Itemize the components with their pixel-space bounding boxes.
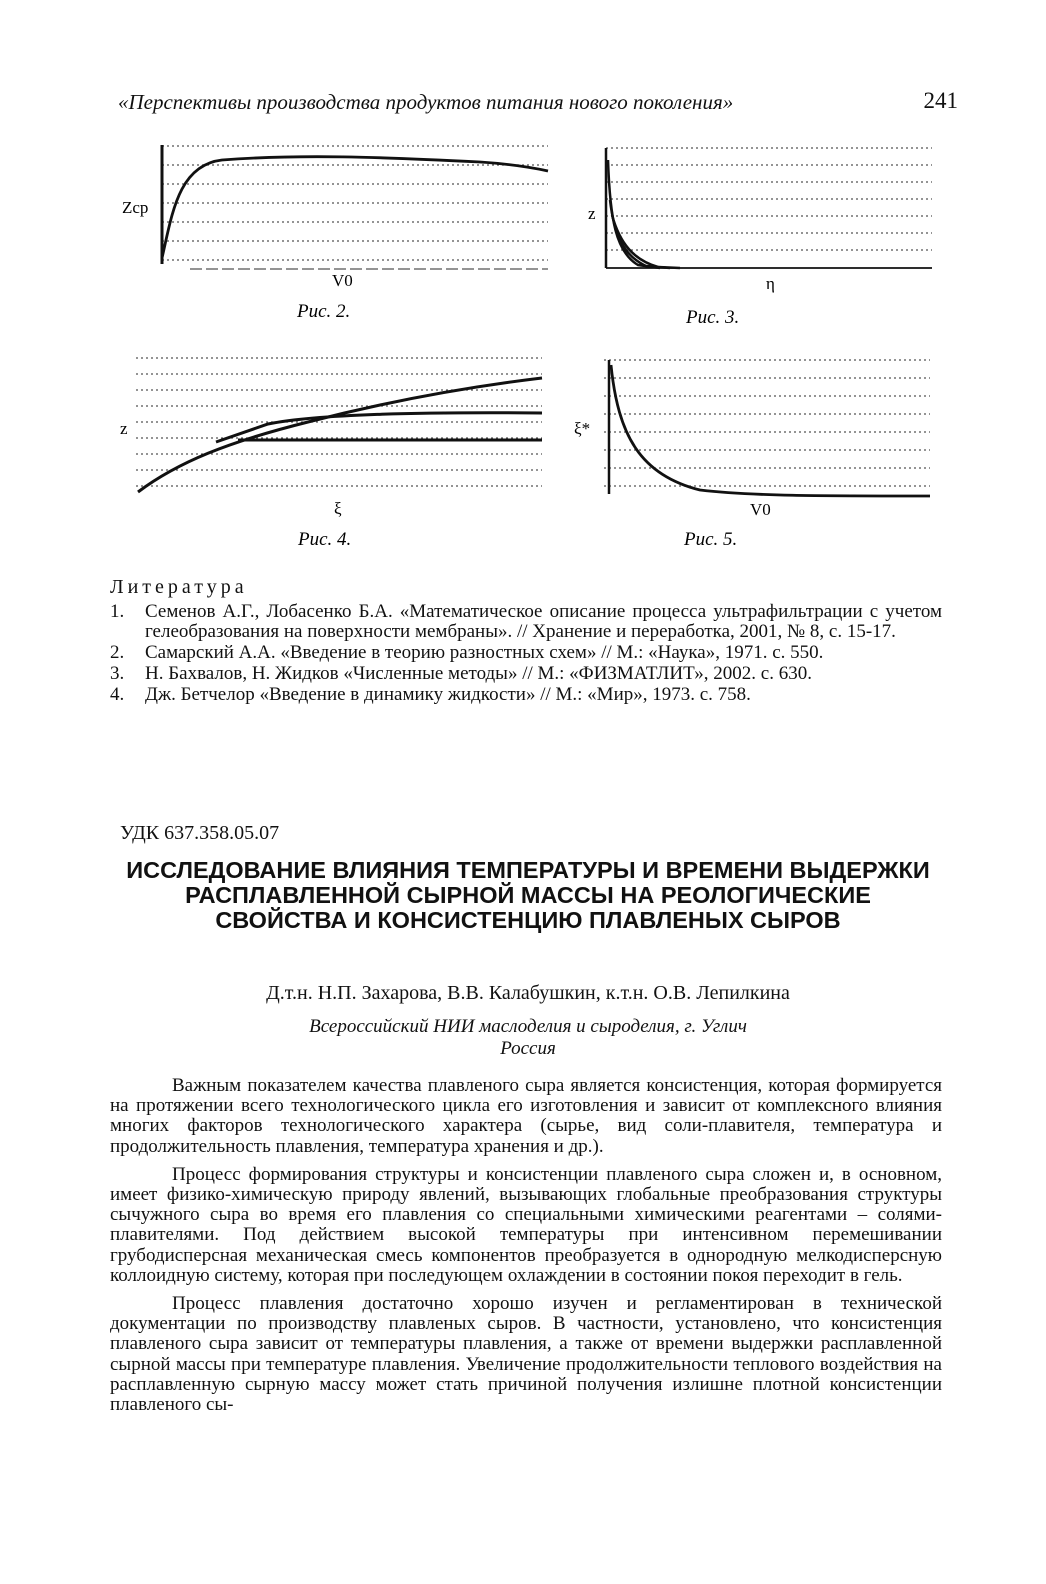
fig3-x-label: η [766,274,775,293]
fig5-y-label: ξ* [574,419,591,438]
fig5-caption: Рис. 5. [684,529,738,550]
article-authors: Д.т.н. Н.П. Захарова, В.В. Калабушкин, к.т.н. О.В. Лепилкина [266,982,790,1004]
udk-code: УДК 637.358.05.07 [120,822,280,844]
reference-list [110,602,942,706]
running-title: «Перспективы производства продуктов питания нового поколения» [118,90,734,114]
page-header [118,84,958,118]
article-title: ИССЛЕДОВАНИЕ ВЛИЯНИЯ ТЕМПЕРАТУРЫ И ВРЕМЕНИ ВЫДЕРЖКИ РАСПЛАВЛЕННОЙ СЫРНОЙ МАССЫ НА РЕОЛОГИЧЕСКИЕ СВОЙСТВА И КОНСИСТЕНЦИЮ ПЛАВЛЕНЫХ СЫРОВ [126,857,930,933]
fig3-y-label: z [588,204,596,223]
fig4-y-label: z [120,419,128,438]
article-affiliation [118,1016,938,1060]
article-body [110,1076,942,1423]
fig3-caption: Рис. 3. [686,307,740,328]
reference-item: 2. Самарский А.А. «Введение в теорию разностных схем» // М.: «Наука», 1971. с. 550. [110,642,824,663]
body-paragraph: Процесс формирования структуры и консистенции плавленого сыра сложен и, в основном, имеет физико-химическую природу явлений, вызывающих глобальные преобразования структуры сычужного сыра во время его плавления со специальными химическими реагентами – солями-плавителями. Под действием высокой температуры при интенсивном перемешивании грубодисперсная механическая смесь компонентов преобразуется в однородную мелкодисперсную коллоидную систему, которая при последующем охлаждении в состоянии покоя переходит в гель. [110,1163,942,1286]
affiliation-country: Россия [500,1038,556,1059]
reference-item: 3. Н. Бахвалов, Н. Жидков «Численные методы» // М.: «ФИЗМАТЛИТ», 2002. с. 630. [110,663,812,684]
fig5-x-label: V0 [750,500,771,519]
reference-item: 4. Дж. Бетчелор «Введение в динамику жидкости» // М.: «Мир», 1973. с. 758. [110,684,751,705]
fig4-caption: Рис. 4. [298,529,352,550]
literature-heading: Литература [110,576,248,598]
fig2-caption: Рис. 2. [297,301,351,322]
page-number: 241 [923,88,958,113]
body-paragraph: Важным показателем качества плавленого сыра является консистенция, которая формируется на протяжении всего технологического цикла его изготовления и зависит от комплексного влияния многих факторов технологического характера (сырье, вид соли-плавителя, температура и продолжительность плавления, температура хранения и др.). [110,1075,942,1157]
figure-2 [122,140,560,325]
affiliation-institute: Всероссийский НИИ маслоделия и сыроделия, г. Углич [309,1016,747,1037]
fig2-y-label: Zcp [122,198,149,217]
reference-item: 1. Семенов А.Г., Лобасенко Б.А. «Математическое описание процесса ультрафильтрации с учетом гелеобразования на поверхности мембраны». // Хранение и переработка, 2001, № 8, с. 15-17. [110,601,942,642]
body-paragraph: Процесс плавления достаточно хорошо изучен и регламентирован в технической документации по производству плавленых сыров. В частности, установлено, что консистенция плавленого сыра зависит от температуры плавления, а также от времени выдержки расплавленной сырной массы при температуре плавления. Увеличение продолжительности теплового воздействия на расплавленную сырную массу может стать причиной получения излишне плотной консистенции плавленого сы- [110,1293,942,1416]
figure-4 [118,350,558,550]
figure-3 [580,140,940,330]
fig4-x-label: ξ [334,499,342,518]
fig2-x-label: V0 [332,271,353,290]
figure-5 [560,350,940,550]
